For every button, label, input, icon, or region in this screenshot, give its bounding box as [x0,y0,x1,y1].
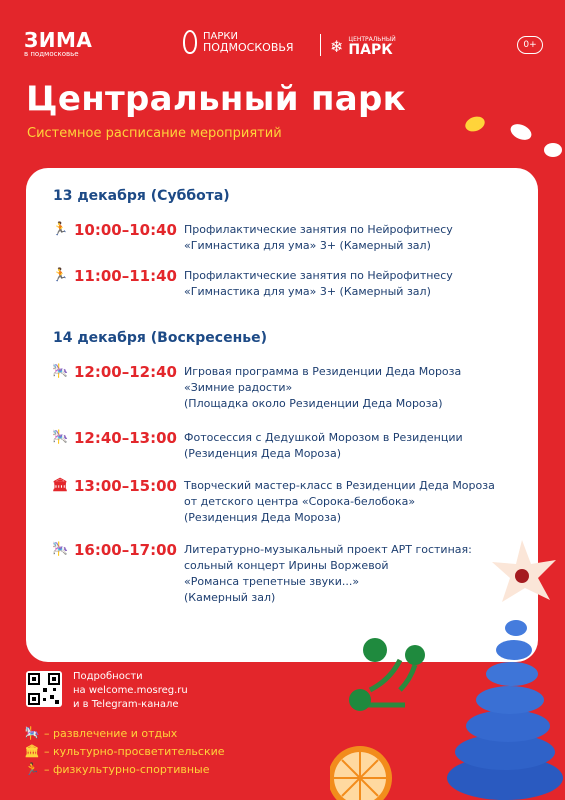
candy-decoration [455,110,565,160]
event-time: 10:00–10:40 [74,221,177,239]
legend-item [24,726,177,740]
event-description [184,478,495,526]
event-time: 12:00–12:40 [74,363,177,381]
page-title: Центральный парк [26,79,407,119]
central-park-logo [330,36,396,57]
museum-icon: 🏛 [52,478,69,493]
parks-logo [183,30,294,54]
runner-icon: 🏃 [52,268,69,283]
event-line: Профилактические занятия по Нейрофитнесу [184,223,453,236]
event-time: 11:00–11:40 [74,267,177,285]
event-line: Фотосессия с Дедушкой Морозом в Резиденции [184,431,463,444]
event-line: «Гимнастика для ума» 3+ (Камерный зал) [184,285,431,298]
event-line: Профилактические занятия по Нейрофитнесу [184,269,453,282]
parks-logo-line1: ПАРКИ [203,31,238,42]
event-line: (Площадка около Резиденции Деда Мороза) [184,397,443,410]
event-description [184,222,453,254]
zima-logo [24,30,92,58]
carousel-icon: 🎠 [52,542,69,557]
day-heading: 13 декабря (Суббота) [53,188,230,204]
event-line: (Камерный зал) [184,591,276,604]
event-line: «Зимние радости» [184,381,293,394]
christmas-tree-decoration [330,540,565,800]
legend-item [24,762,210,776]
logo-divider [320,34,321,56]
qr-code[interactable] [26,671,62,707]
legend-text: – культурно-просветительские [44,744,225,758]
central-logo-small: ЦЕНТРАЛЬНЫЙ [348,36,396,43]
age-badge: 0+ [517,36,543,54]
carousel-icon: 🎠 [52,430,69,445]
event-description [184,364,461,412]
event-line: Литературно-музыкальный проект АРТ гостиная: [184,543,472,556]
more-info [73,670,188,712]
event-line: сольный концерт Ирины Воржевой [184,559,389,572]
runner-icon: 🏃 [52,222,69,237]
more-info-line: Подробности [73,671,143,682]
page-subtitle: Системное расписание мероприятий [27,126,282,141]
runner-icon: 🏃 [24,762,40,776]
legend-item [24,744,225,758]
tree-icon [183,30,197,54]
event-row [52,428,463,462]
event-line: от детского центра «Сорока-белобока» [184,495,416,508]
event-line: «Гимнастика для ума» 3+ (Камерный зал) [184,239,431,252]
event-time: 16:00–17:00 [74,541,177,559]
event-line: (Резиденция Деда Мороза) [184,447,342,460]
event-line: Творческий мастер-класс в Резиденции Деда Мороза [184,479,495,492]
event-line: (Резиденция Деда Мороза) [184,511,342,524]
zima-logo-title: ЗИМА [24,28,93,52]
snowflake-icon: ❄ [330,37,344,56]
event-row [52,362,461,412]
event-row [52,476,495,526]
legend-text: – развлечение и отдых [44,726,178,740]
event-description [184,268,453,300]
event-row [52,266,453,300]
more-info-line: и в Telegram-канале [73,699,179,710]
museum-icon: 🏛 [24,744,40,758]
event-line: «Романса трепетные звуки...» [184,575,360,588]
event-line: Игровая программа в Резиденции Деда Мороза [184,365,462,378]
legend-text: – физкультурно-спортивные [44,762,210,776]
carousel-icon: 🎠 [52,364,69,379]
day-heading: 14 декабря (Воскресенье) [53,330,267,346]
event-time: 13:00–15:00 [74,477,177,495]
event-description [184,430,463,462]
event-time: 12:40–13:00 [74,429,177,447]
carousel-icon: 🎠 [24,726,40,740]
more-info-link[interactable]: на welcome.mosreg.ru [73,685,188,696]
header [0,0,565,70]
zima-logo-subtitle: в подмосковье [24,50,79,58]
central-logo-big: ПАРК [348,42,393,58]
event-row [52,220,453,254]
parks-logo-line2: ПОДМОСКОВЬЯ [203,41,294,54]
